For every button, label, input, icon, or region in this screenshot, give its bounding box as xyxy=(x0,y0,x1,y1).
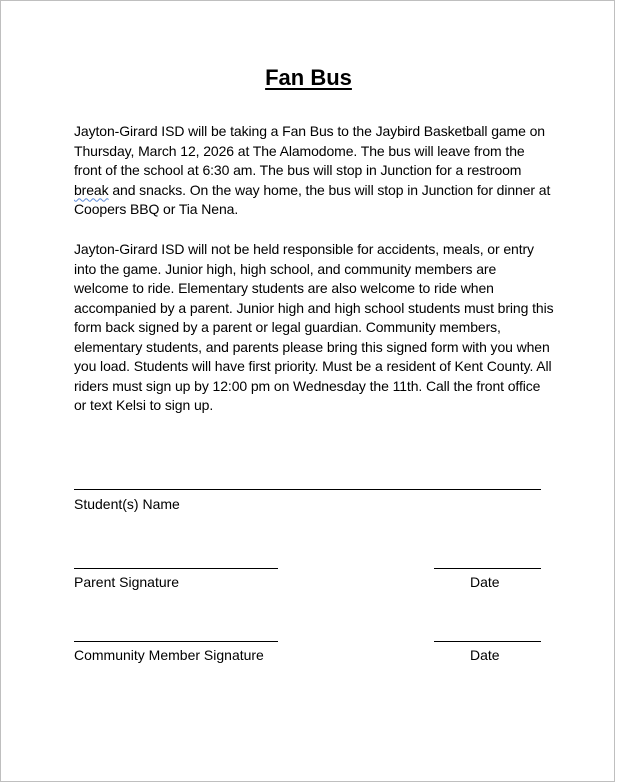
student-name-line[interactable] xyxy=(74,489,541,490)
paragraph-trip-details-text-a: Jayton-Girard ISD will be taking a Fan Bus to the Jaybird Basketball game on Thursday, March 12, 2026 at The Alamodome. The bus will leave from the front of the school at 6:30 am. The bus will stop in Junction for a restroom xyxy=(74,123,545,178)
paragraph-rules: Jayton-Girard ISD will not be held responsible for accidents, meals, or entry into the game. Junior high, high school, and community members are welcome to ride. Elementary students are also welcome to ride when accompanied by a parent. Junior high and high school students must bring this form back signed by a parent or legal guardian. Community members, elementary students, and parents please bring this signed form with you when you load. Students will have first priority. Must be a resident of Kent County. All riders must sign up by 12:00 pm on Wednesday the 11th. Call the front office or text Kelsi to sign up. xyxy=(74,241,554,413)
parent-signature-label: Parent Signature xyxy=(74,574,180,590)
student-name-label: Student(s) Name xyxy=(74,496,180,512)
parent-date-line[interactable] xyxy=(434,568,541,569)
paragraph-trip-details xyxy=(74,122,554,220)
community-signature-label: Community Member Signature xyxy=(74,647,264,663)
community-date-line[interactable] xyxy=(434,641,541,642)
paragraph-trip-details-text-b: and snacks. On the way home, the bus will stop in Junction for dinner at Coopers BBQ or Tia Nena. xyxy=(74,181,551,217)
community-date-label: Date xyxy=(470,647,500,663)
parent-signature-line[interactable] xyxy=(74,568,278,569)
parent-date-label: Date xyxy=(470,574,500,590)
community-signature-line[interactable] xyxy=(74,641,278,642)
document-title: Fan Bus xyxy=(265,65,352,90)
spell-check-flagged-word[interactable]: break xyxy=(74,181,109,198)
